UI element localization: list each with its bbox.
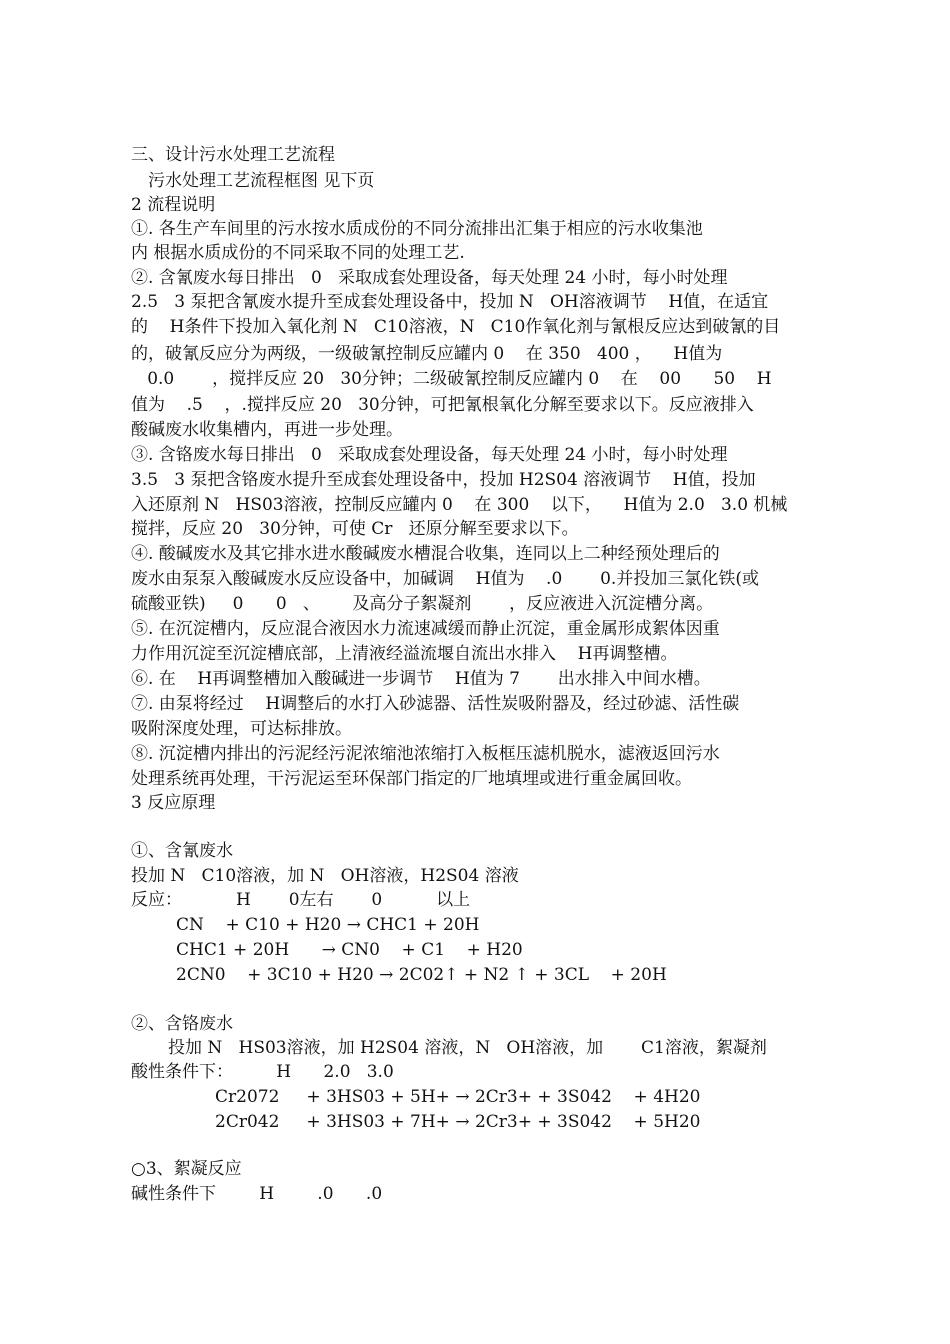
paragraph-line: 2.5 3 泵把含氰废水提升至成套处理设备中，投加 N OH溶液调节 H值，在适宜 [131,292,769,312]
paragraph-line: ⑧. 沉淀槽内排出的污泥经污泥浓缩池浓缩打入板框压滤机脱水，滤液返回污水 [131,744,720,764]
paragraph-line: 吸附深度处理，可达标排放。 [131,719,352,739]
paragraph-line: ⑦. 由泵将经过 H调整后的水打入砂滤器、活性炭吸附器及，经过砂滤、活性碳 [131,694,740,714]
paragraph-line: 0.0 ，搅拌反应 20 30分钟；二级破氰控制反应罐内 0 在 00 50 H [131,369,772,389]
equation: Cr2072 + 3HS03 + 5H+ → 2Cr3+ + 3S042 + 4H20 [215,1087,701,1107]
paragraph-line: 酸碱废水收集槽内，再进一步处理。 [131,420,403,440]
equation: CN + C10 + H20 → CHC1 + 20H [176,915,480,935]
paragraph-line: 3.5 3 泵把含铬废水提升至成套处理设备中，投加 H2S04 溶液调节 H值，投加 [131,470,756,490]
flow-description-heading: 2 流程说明 [131,195,216,215]
paragraph-line: ⑤. 在沉淀槽内，反应混合液因水力流速减缓而静止沉淀，重金属形成絮体因重 [131,619,720,639]
paragraph-line: 力作用沉淀至沉淀槽底部，上清液经溢流堰自流出水排入 H再调整槽。 [131,644,678,664]
chromium-condition: 酸性条件下： H 2.0 3.0 [131,1062,394,1082]
paragraph-line: 值为 .5 ，.搅拌反应 20 30分钟，可把氰根氧化分解至要求以下。反应液排入 [131,395,754,415]
reaction-principle-heading: 3 反应原理 [131,793,216,813]
flocculation-condition: 碱性条件下 H .0 .0 [131,1184,383,1204]
paragraph-line: ⑥. 在 H再调整槽加入酸碱进一步调节 H值为 7 出水排入中间水槽。 [131,669,711,689]
flocculation-heading: ○3、絮凝反应 [131,1159,242,1179]
section-title: 三、设计污水处理工艺流程 [131,145,335,165]
cyanide-reaction-label: 反应： H 0左右 0 以上 [131,890,471,910]
cyanide-heading: ①、含氰废水 [131,841,233,861]
equation: CHC1 + 20H → CN0 + C1 + H20 [176,940,523,960]
flowchart-note: 污水处理工艺流程框图 见下页 [148,171,375,191]
paragraph-line: 处理系统再处理，干污泥运至环保部门指定的厂地填埋或进行重金属回收。 [131,769,692,789]
paragraph-line: 硫酸亚铁) 0 0 、 及高分子絮凝剂 ，反应液进入沉淀槽分离。 [131,594,714,614]
cyanide-reagents: 投加 N C10溶液，加 N OH溶液，H2S04 溶液 [131,866,519,886]
paragraph-line: ④. 酸碱废水及其它排水进水酸碱废水槽混合收集，连同以上二种经预处理后的 [131,544,720,564]
equation: 2Cr042 + 3HS03 + 7H+ → 2Cr3+ + 3S042 + 5H20 [215,1112,701,1132]
paragraph-line: ③. 含铬废水每日排出 0 采取成套处理设备，每天处理 24 小时，每小时处理 [131,445,728,465]
paragraph-line: 废水由泵泵入酸碱废水反应设备中，加碱调 H值为 .0 0.并投加三氯化铁(或 [131,569,759,589]
equation: 2CN0 + 3C10 + H20 → 2C02↑ + N2 ↑ + 3CL + 20H [176,965,667,985]
paragraph-line: 内 根据水质成份的不同采取不同的处理工艺. [131,243,465,263]
paragraph-line: 搅拌，反应 20 30分钟，可使 Cr 还原分解至要求以下。 [131,519,579,539]
paragraph-line: 的，破氰反应分为两级，一级破氰控制反应罐内 0 在 350 400 ， H值为 [131,344,723,364]
chromium-heading: ②、含铬废水 [131,1014,233,1034]
paragraph-line: ①. 各生产车间里的污水按水质成份的不同分流排出汇集于相应的污水收集池 [131,219,703,239]
chromium-reagents: 投加 N HS03溶液，加 H2S04 溶液，N OH溶液，加 C1溶液，絮凝剂 [168,1038,767,1058]
paragraph-line: ②. 含氰废水每日排出 0 采取成套处理设备，每天处理 24 小时，每小时处理 [131,268,728,288]
paragraph-line: 的 H条件下投加入氧化剂 N C10溶液，N C10作氧化剂与氰根反应达到破氰的目 [131,317,781,337]
paragraph-line: 入还原剂 N HS03溶液，控制反应罐内 0 在 300 以下， H值为 2.0 3.0 机械 [131,495,788,515]
